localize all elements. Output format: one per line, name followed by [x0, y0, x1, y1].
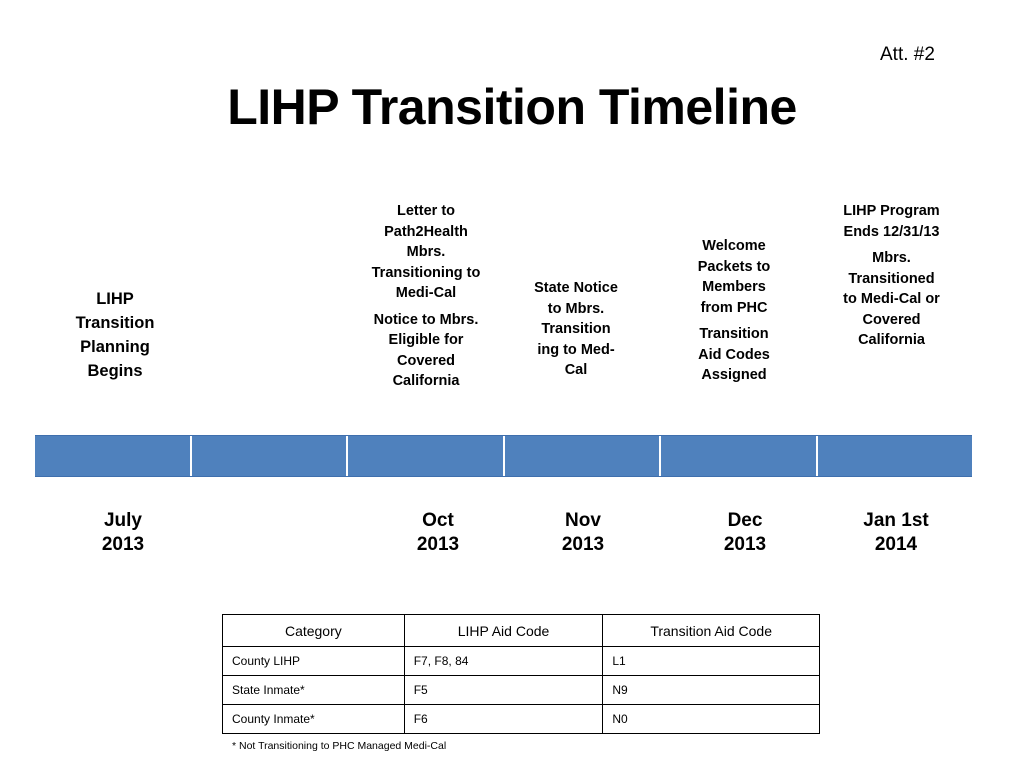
event-jan-text-2: Mbrs. Transitioned to Medi-Cal or Covered California: [843, 250, 940, 348]
event-oct: [370, 201, 482, 392]
table-footnote: * Not Transitioning to PHC Managed Medi-Cal: [232, 740, 447, 752]
cell-lihp-aid-code: F5: [404, 676, 603, 705]
timeline-segment: [35, 436, 192, 476]
cell-lihp-aid-code: F7, F8, 84: [404, 647, 603, 676]
header-transition-aid-code: Transition Aid Code: [603, 615, 820, 647]
date-oct: [378, 509, 498, 557]
cell-category: County LIHP: [223, 647, 405, 676]
date-year: 2013: [101, 534, 145, 555]
table-row: [223, 647, 820, 676]
header-category: Category: [223, 615, 405, 647]
table-header-row: [223, 615, 820, 647]
cell-lihp-aid-code: F6: [404, 705, 603, 734]
date-nov: [523, 509, 643, 557]
date-year: 2013: [416, 534, 460, 555]
event-jan-text-1: LIHP Program Ends 12/31/13: [843, 203, 940, 240]
date-month: Oct: [422, 510, 454, 531]
table-row: [223, 705, 820, 734]
cell-transition-aid-code: L1: [603, 647, 820, 676]
event-dec-text-1: Welcome Packets to Members from PHC: [697, 238, 771, 316]
page-title: LIHP Transition Timeline: [227, 79, 797, 135]
date-month: Jan 1st: [863, 510, 929, 531]
timeline-segment: [661, 436, 818, 476]
date-july: [63, 509, 183, 557]
date-dec: [685, 509, 805, 557]
date-month: Nov: [565, 510, 601, 531]
cell-transition-aid-code: N0: [603, 705, 820, 734]
cell-transition-aid-code: N9: [603, 676, 820, 705]
event-jan: [843, 201, 940, 351]
event-nov-text-1: State Notice to Mbrs. Transition ing to Med-Cal: [534, 280, 618, 378]
date-month: July: [103, 510, 143, 531]
date-month: Dec: [727, 510, 763, 531]
event-july: [60, 287, 170, 383]
date-year: 2013: [723, 534, 767, 555]
date-year: 2014: [874, 534, 918, 555]
date-year: 2013: [561, 534, 605, 555]
table-row: [223, 676, 820, 705]
cell-category: State Inmate*: [223, 676, 405, 705]
timeline-segment: [818, 436, 973, 476]
event-july-text-1: LIHP Transition Planning Begins: [75, 290, 155, 380]
date-jan: [836, 509, 956, 557]
event-nov: [534, 278, 618, 381]
timeline-bar: [35, 435, 972, 477]
event-dec: [688, 236, 780, 386]
event-oct-text-2: Notice to Mbrs. Eligible for Covered California: [373, 311, 479, 389]
attachment-label: Att. #2: [880, 44, 935, 65]
event-oct-text-1: Letter to Path2Health Mbrs. Transitioning to Medi-Cal: [371, 203, 481, 301]
timeline-segment: [505, 436, 662, 476]
timeline-segment: [348, 436, 505, 476]
event-dec-text-2: Transition Aid Codes Assigned: [698, 326, 770, 383]
cell-category: County Inmate*: [223, 705, 405, 734]
timeline-segment: [192, 436, 349, 476]
aid-code-table: [222, 614, 820, 734]
header-lihp-aid-code: LIHP Aid Code: [404, 615, 603, 647]
